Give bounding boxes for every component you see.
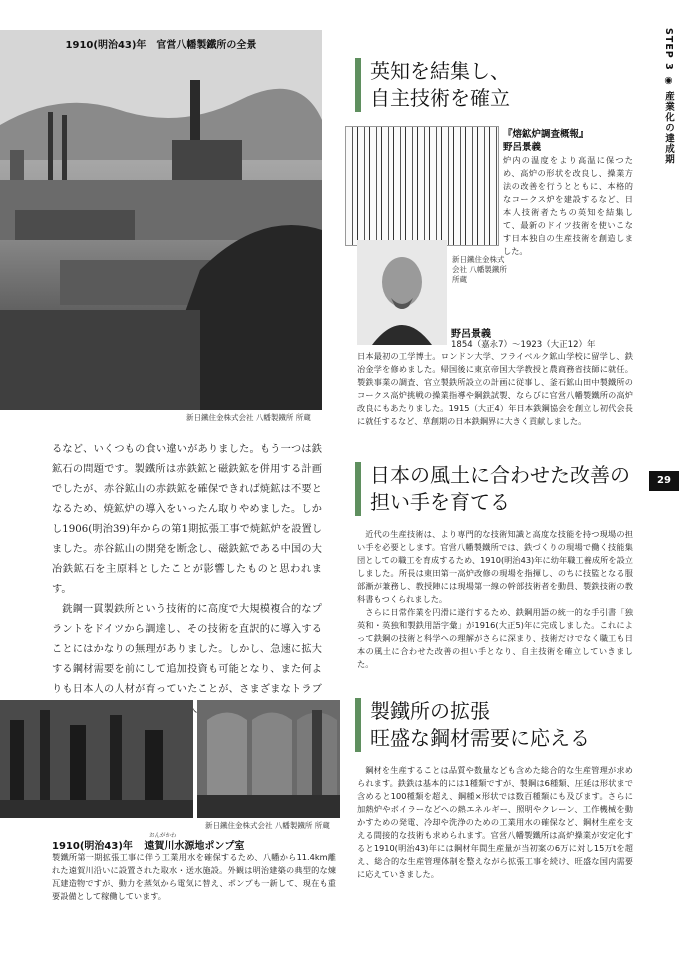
- bottom-photo-ruby: おんがかわ: [149, 833, 177, 839]
- section2-heading: [355, 462, 630, 516]
- document-title: 『熔鉱炉調査概報』: [503, 129, 589, 140]
- section2-heading-line2: 担い手を育てる: [370, 490, 510, 514]
- section2-heading-line1: 日本の風土に合わせた改善の: [370, 463, 630, 487]
- left-paragraph-2: 銑鋼一貫製鉄所という技術的に高度で大規模複合的なプラントをドイツから調達し、その技術を直訳的に導入することにはかなりの無理がありました。しかし、急速に拡大する鋼材需要を前にして追加投資も可能となり、また何よりも日本人の人材が育っていたことが、さまざまなトラブ: [52, 604, 322, 695]
- bottom-photo-caption-title: 遠賀川水源地ポンプ室: [144, 841, 245, 852]
- bottom-photo-description: 製鐵所第一期拡張工事に伴う工業用水を確保するため、八幡から11.4km離れた遠賀川沿いに設置された取水・送水施設。外観は明治建築の典型的な煉瓦建造物ですが、動力を蒸気から電気に替え、ポンプも一新して、現在も重要設備として稼働しています。: [52, 852, 336, 901]
- section1-heading-line2: 自主技術を確立: [370, 86, 510, 110]
- section2-text: [357, 528, 633, 671]
- side-chapter-tab: STEP 3 ◉ 産業化の達成期: [663, 28, 674, 165]
- interior-illustration: [197, 700, 340, 818]
- factory-illustration: [0, 30, 322, 410]
- portrait-silhouette: [357, 240, 447, 345]
- pump-room-machinery-photo: [0, 700, 193, 818]
- document-author: 野呂景義: [503, 142, 542, 153]
- section2-paragraph-1: 近代の生産技術は、より専門的な技術知識と高度な技能を持つ現場の担い手を必要とします。官営八幡製鐵所では、鉄づくりの現場で働く技能集団としての職工を育成するため、1910(明治43)年に幼年職工養成所を設立しました。所長は東田第一高炉改修の現場を指揮し、のちに技監となる服部漸が兼務し、教授陣には現場第一線の幹部技術者を動員、製鉄技術の教科書もつくられました。: [357, 529, 633, 604]
- document-description: 炉内の温度をより高温に保つため、高炉の形状を改良し、操業方法の改善を行うとともに、本格的なコークス炉を建設するなど、日本人技術者たちの英知を結集して、最新のドイツ技術を使いこなす日本独自の生産技術を創造しました。: [503, 155, 633, 256]
- section1-heading: [355, 58, 510, 112]
- top-photo-credit: 新日鐵住金株式会社 八幡製鐵所 所蔵: [186, 413, 311, 422]
- document-credit: 新日鐵住金株式会社 八幡製鐵所 所蔵: [452, 255, 507, 284]
- bottom-photo-credit: 新日鐵住金株式会社 八幡製鐵所 所蔵: [205, 821, 330, 830]
- section3-heading: [355, 698, 590, 752]
- section1-heading-line1: 英知を結集し、: [370, 59, 510, 83]
- bottom-photo-caption-year: 1910(明治43)年: [52, 841, 133, 852]
- section3-paragraph-1: 鋼材を生産することは品質や数量なども含めた総合的な生産管理が求められます。鉄鉄は基本的には1種類ですが、製鋼は6種類、圧延は形状まで含めると100種類を超え、鋼種×形状では数百種類にも及びます。さらに加熱炉やボイラーなどへの熱エネルギー、照明やクレーン、工作機械を動かすための発電、冷却や洗浄のための工業用水の確保など、鋼材生産を支える間接的な技術も求められます。官営八幡製鐵所は高炉操業が安定化すると1910(明治43)年には鋼材年間生産量が当初案の6万に対し15万tを超え、総合的な生産管理体制を整えながら拡張工事を続け、旺盛な国内需要に応えていきました。: [357, 765, 633, 879]
- section3-text: [357, 764, 633, 881]
- noro-kageyoshi-portrait: [357, 240, 447, 345]
- machinery-illustration: [0, 700, 193, 818]
- portrait-dates: 1854（嘉永7）～1923（大正12）年: [451, 340, 596, 350]
- steelworks-panorama-photo: [0, 30, 322, 410]
- section2-paragraph-2: さらに日常作業を円滑に遂行するため、鉄鋼用語の統一的な手引書「独英和・英独和製鉄用語字彙」が1916(大正5)年に完成しました。これによって鉄鋼の技術と科学への理解がさらに深まり、技術だけでなく職工も日本の風土に合わせた改善の担い手となり、自主技術を確立していきました。: [357, 607, 633, 669]
- pump-room-interior-photo: [197, 700, 340, 818]
- page-number: 29: [649, 471, 679, 491]
- section3-heading-line1: 製鐵所の拡張: [370, 699, 490, 723]
- left-column-text: [52, 440, 322, 740]
- left-paragraph-1: るなど、いくつもの食い違いがありました。もう一つは鉄鉱石の問題です。製鐵所は赤鉄鉱と磁鉄鉱を併用する計画でしたが、赤谷鉱山の赤鉄鉱を確保できれば焼鉱は不要となるため、焼鉱炉の導入をいったん取りやめました。しかし1906(明治39)年からの第1期拡張工事で焼鉱炉を設置しました。赤谷鉱山の開発を断念し、磁鉄鉱である中国の大冶鉄鉱石を主原料としたことが影響したものと思われます。: [52, 444, 322, 595]
- portrait-bio: 日本最初の工学博士。ロンドン大学、フライベルク鉱山学校に留学し、鉄冶金学を修めました。帰国後に東京帝国大学教授と農商務省技師に就任。製鉄事業の調査、官立製鉄所設立の計画に従事し、釜石鉱山田中製鐵所のコークス高炉挑戦の操業指導や鋼鉄試製、ならびに官営八幡製鐵所の高炉改良にもあたりました。1915（大正4）年日本鉄鋼協会を創立し初代会長に就任するなど、草創期の日本鉄鋼界に大きく貢献しました。: [357, 351, 633, 426]
- bottom-photo-caption: [52, 837, 244, 852]
- top-photo-caption: 1910(明治43)年 官営八幡製鐵所の全景: [65, 40, 257, 51]
- section3-heading-line2: 旺盛な鋼材需要に応える: [370, 726, 590, 750]
- furnace-report-document-image: [345, 126, 499, 246]
- portrait-name: 野呂景義: [451, 329, 491, 340]
